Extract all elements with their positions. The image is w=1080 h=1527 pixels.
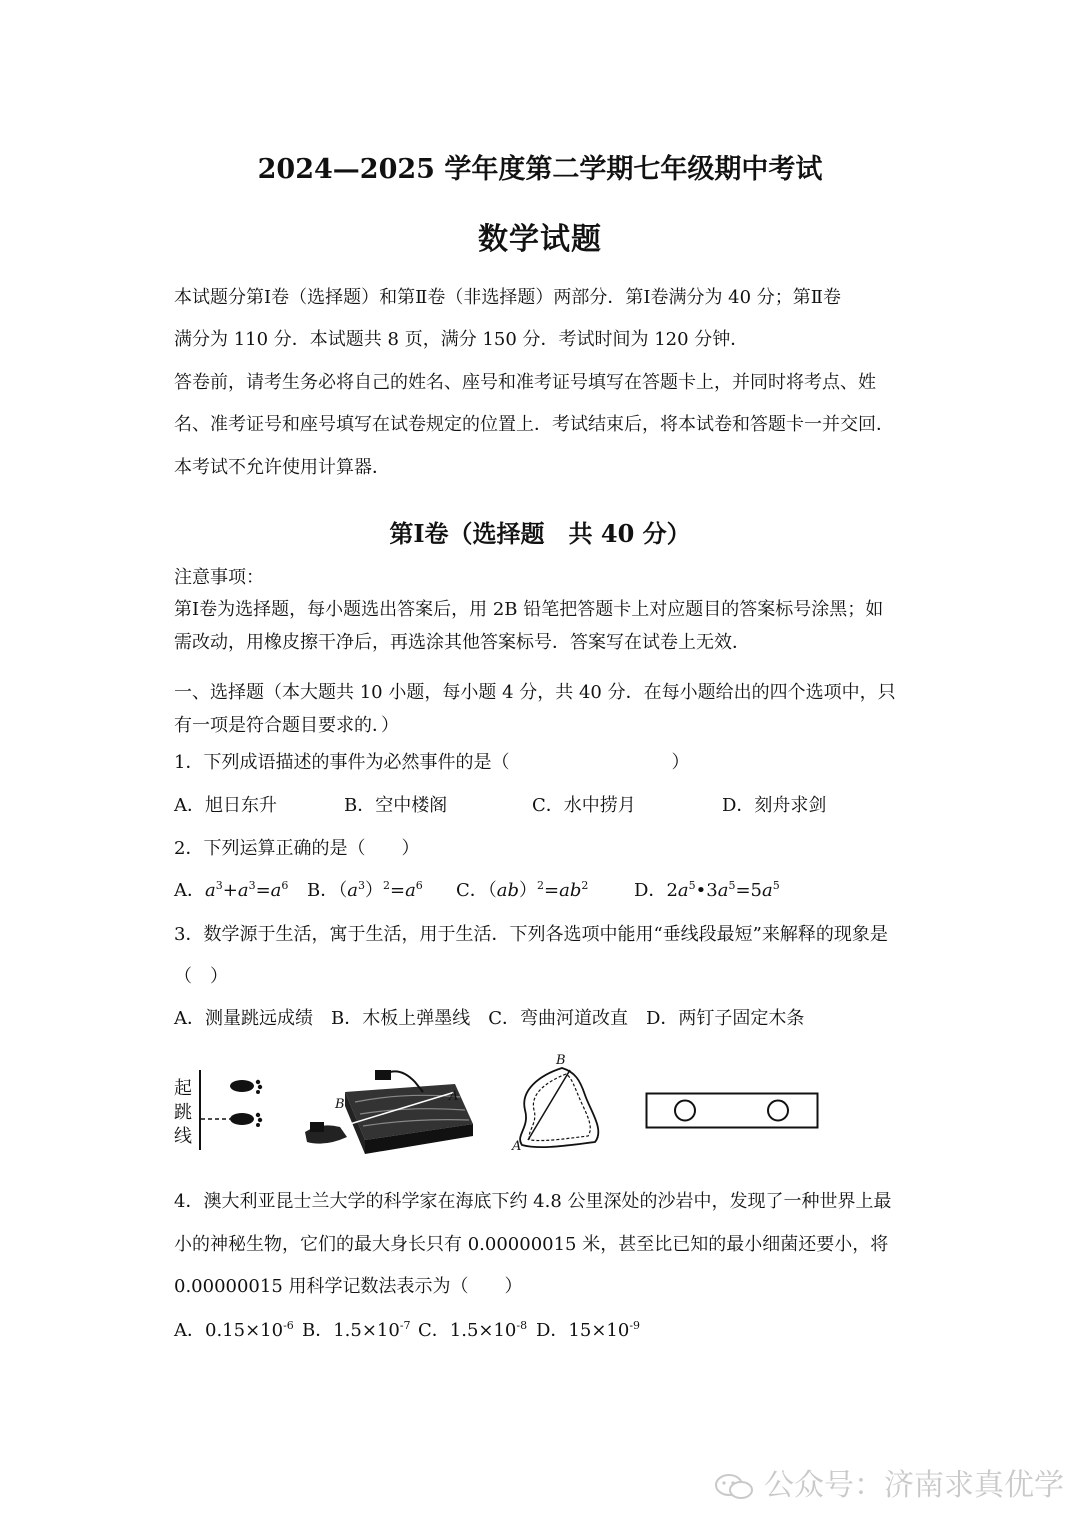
board-label-a: A [449, 1089, 459, 1104]
q3-options: A．测量跳远成绩 B．木板上弹墨线 C．弯曲河道改直 D．两钉子固定木条 [174, 1008, 805, 1029]
q2-option-a-label: A． [174, 880, 205, 901]
intro-line-1: 本试题分第Ⅰ卷（选择题）和第Ⅱ卷（非选择题）两部分．第Ⅰ卷满分为 40 分；第Ⅱ卷 [174, 287, 842, 308]
jump-line-label-2: 跳 [174, 1102, 192, 1123]
board-label-b: B [335, 1097, 345, 1112]
nail-icon [675, 1101, 695, 1121]
q2-option-d: D．$2a^5•3a^5=5a^5$ [634, 879, 780, 901]
long-jump-drawing [170, 1068, 280, 1158]
q2-option-b-label: B． [307, 880, 339, 901]
jump-line-label-3: 线 [174, 1126, 192, 1147]
wechat-icon [714, 1474, 754, 1500]
nails-wood-strip-drawing [645, 1092, 820, 1130]
q3-figure-nails [645, 1092, 820, 1130]
notice-line-1: 第Ⅰ卷为选择题，每小题选出答案后，用 2B 铅笔把答题卡上对应题目的答案标号涂黑；如 [174, 599, 884, 620]
q3-stem-1: 3．数学源于生活，寓于生活，用于生活．下列各选项中能用“垂线段最短”来解释的现象是 [174, 924, 888, 945]
q4-option-b [302, 1318, 411, 1344]
ink-line-board-drawing [295, 1062, 485, 1157]
q1-option-c: C．水中捞月 [532, 795, 636, 816]
q4-option-a-exponent: -6 [283, 1319, 294, 1332]
footprint-icon [230, 1113, 262, 1127]
q4-option-c [418, 1318, 527, 1344]
q4-stem-2: 小的神秘生物，它们的最大身长只有 0.00000015 米，甚至比已知的最小细菌还要小，将 [174, 1234, 889, 1255]
q3-figure-river [500, 1050, 610, 1160]
q4-stem-1: 4．澳大利亚昆士兰大学的科学家在海底下约 4.8 公里深处的沙岩中，发现了一种世界上最 [174, 1191, 892, 1212]
q3-figure-long-jump [170, 1068, 280, 1158]
section-line-2: 有一项是符合题目要求的．） [174, 715, 399, 736]
part1-heading: 第Ⅰ卷（选择题 共 40 分） [389, 519, 691, 548]
section-line-1: 一、选择题（本大题共 10 小题，每小题 4 分，共 40 分．在每小题给出的四个选项中，只 [174, 682, 896, 703]
q2-option-a: A．$a^3+a^3=a^6$ [174, 879, 289, 901]
exam-title: 2024—2025 学年度第二学期七年级期中考试 [257, 154, 823, 185]
q4-stem-3: 0.00000015 用科学记数法表示为（ ） [174, 1276, 523, 1297]
watermark [714, 1460, 1064, 1504]
q2-option-d-label: D． [634, 880, 667, 901]
q2-option-b: B．$(a^3)^2=a^6$ [307, 879, 423, 901]
intro-line-2: 满分为 110 分．本试题共 8 页，满分 150 分．考试时间为 120 分钟． [174, 329, 749, 350]
q1-option-d: D．刻舟求剑 [722, 795, 827, 816]
river-label-b: B [556, 1053, 566, 1068]
q1-option-a: A．旭日东升 [174, 795, 277, 816]
notice-title: 注意事项： [174, 567, 264, 588]
q3-figure-ink-line [295, 1062, 485, 1157]
q4-option-c-base: C．1.5×10 [418, 1320, 517, 1341]
q1-option-b: B．空中楼阁 [344, 795, 448, 816]
notice-line-2: 需改动，用橡皮擦干净后，再选涂其他答案标号．答案写在试卷上无效． [174, 632, 750, 653]
q4-option-d-base: D．15×10 [536, 1320, 630, 1341]
q4-option-b-exponent: -7 [399, 1319, 411, 1332]
intro-line-4: 名、准考证号和座号填写在试卷规定的位置上．考试结束后，将本试卷和答题卡一并交回． [174, 414, 894, 435]
watermark-text: 公众号：济南求真优学 [764, 1468, 1064, 1503]
jump-line-label-1: 起 [174, 1078, 192, 1099]
intro-line-5: 本考试不允许使用计算器． [174, 457, 390, 478]
intro-line-3: 答卷前，请考生务必将自己的姓名、座号和准考证号填写在答题卡上，并同时将考点、姓 [174, 372, 876, 393]
q1-stem: 1．下列成语描述的事件为必然事件的是（ ） [174, 752, 690, 773]
river-drawing [500, 1050, 610, 1160]
q2-option-c: C．$(ab)^2=ab^2$ [456, 879, 589, 901]
footprint-icon [230, 1080, 262, 1094]
q4-option-d [536, 1318, 640, 1344]
q4-option-b-base: B．1.5×10 [302, 1320, 400, 1341]
q3-stem-2: （ ） [174, 966, 228, 987]
q4-option-a-base: A．0.15×10 [174, 1320, 284, 1341]
nail-icon [768, 1101, 788, 1121]
river-label-a: A [512, 1139, 522, 1154]
q4-option-a [174, 1318, 294, 1344]
q2-stem: 2．下列运算正确的是（ ） [174, 838, 420, 859]
q4-option-d-exponent: -9 [629, 1319, 641, 1332]
q2-option-c-label: C． [456, 880, 488, 901]
q4-option-c-exponent: -8 [516, 1319, 528, 1332]
exam-subtitle: 数学试题 [478, 222, 602, 257]
